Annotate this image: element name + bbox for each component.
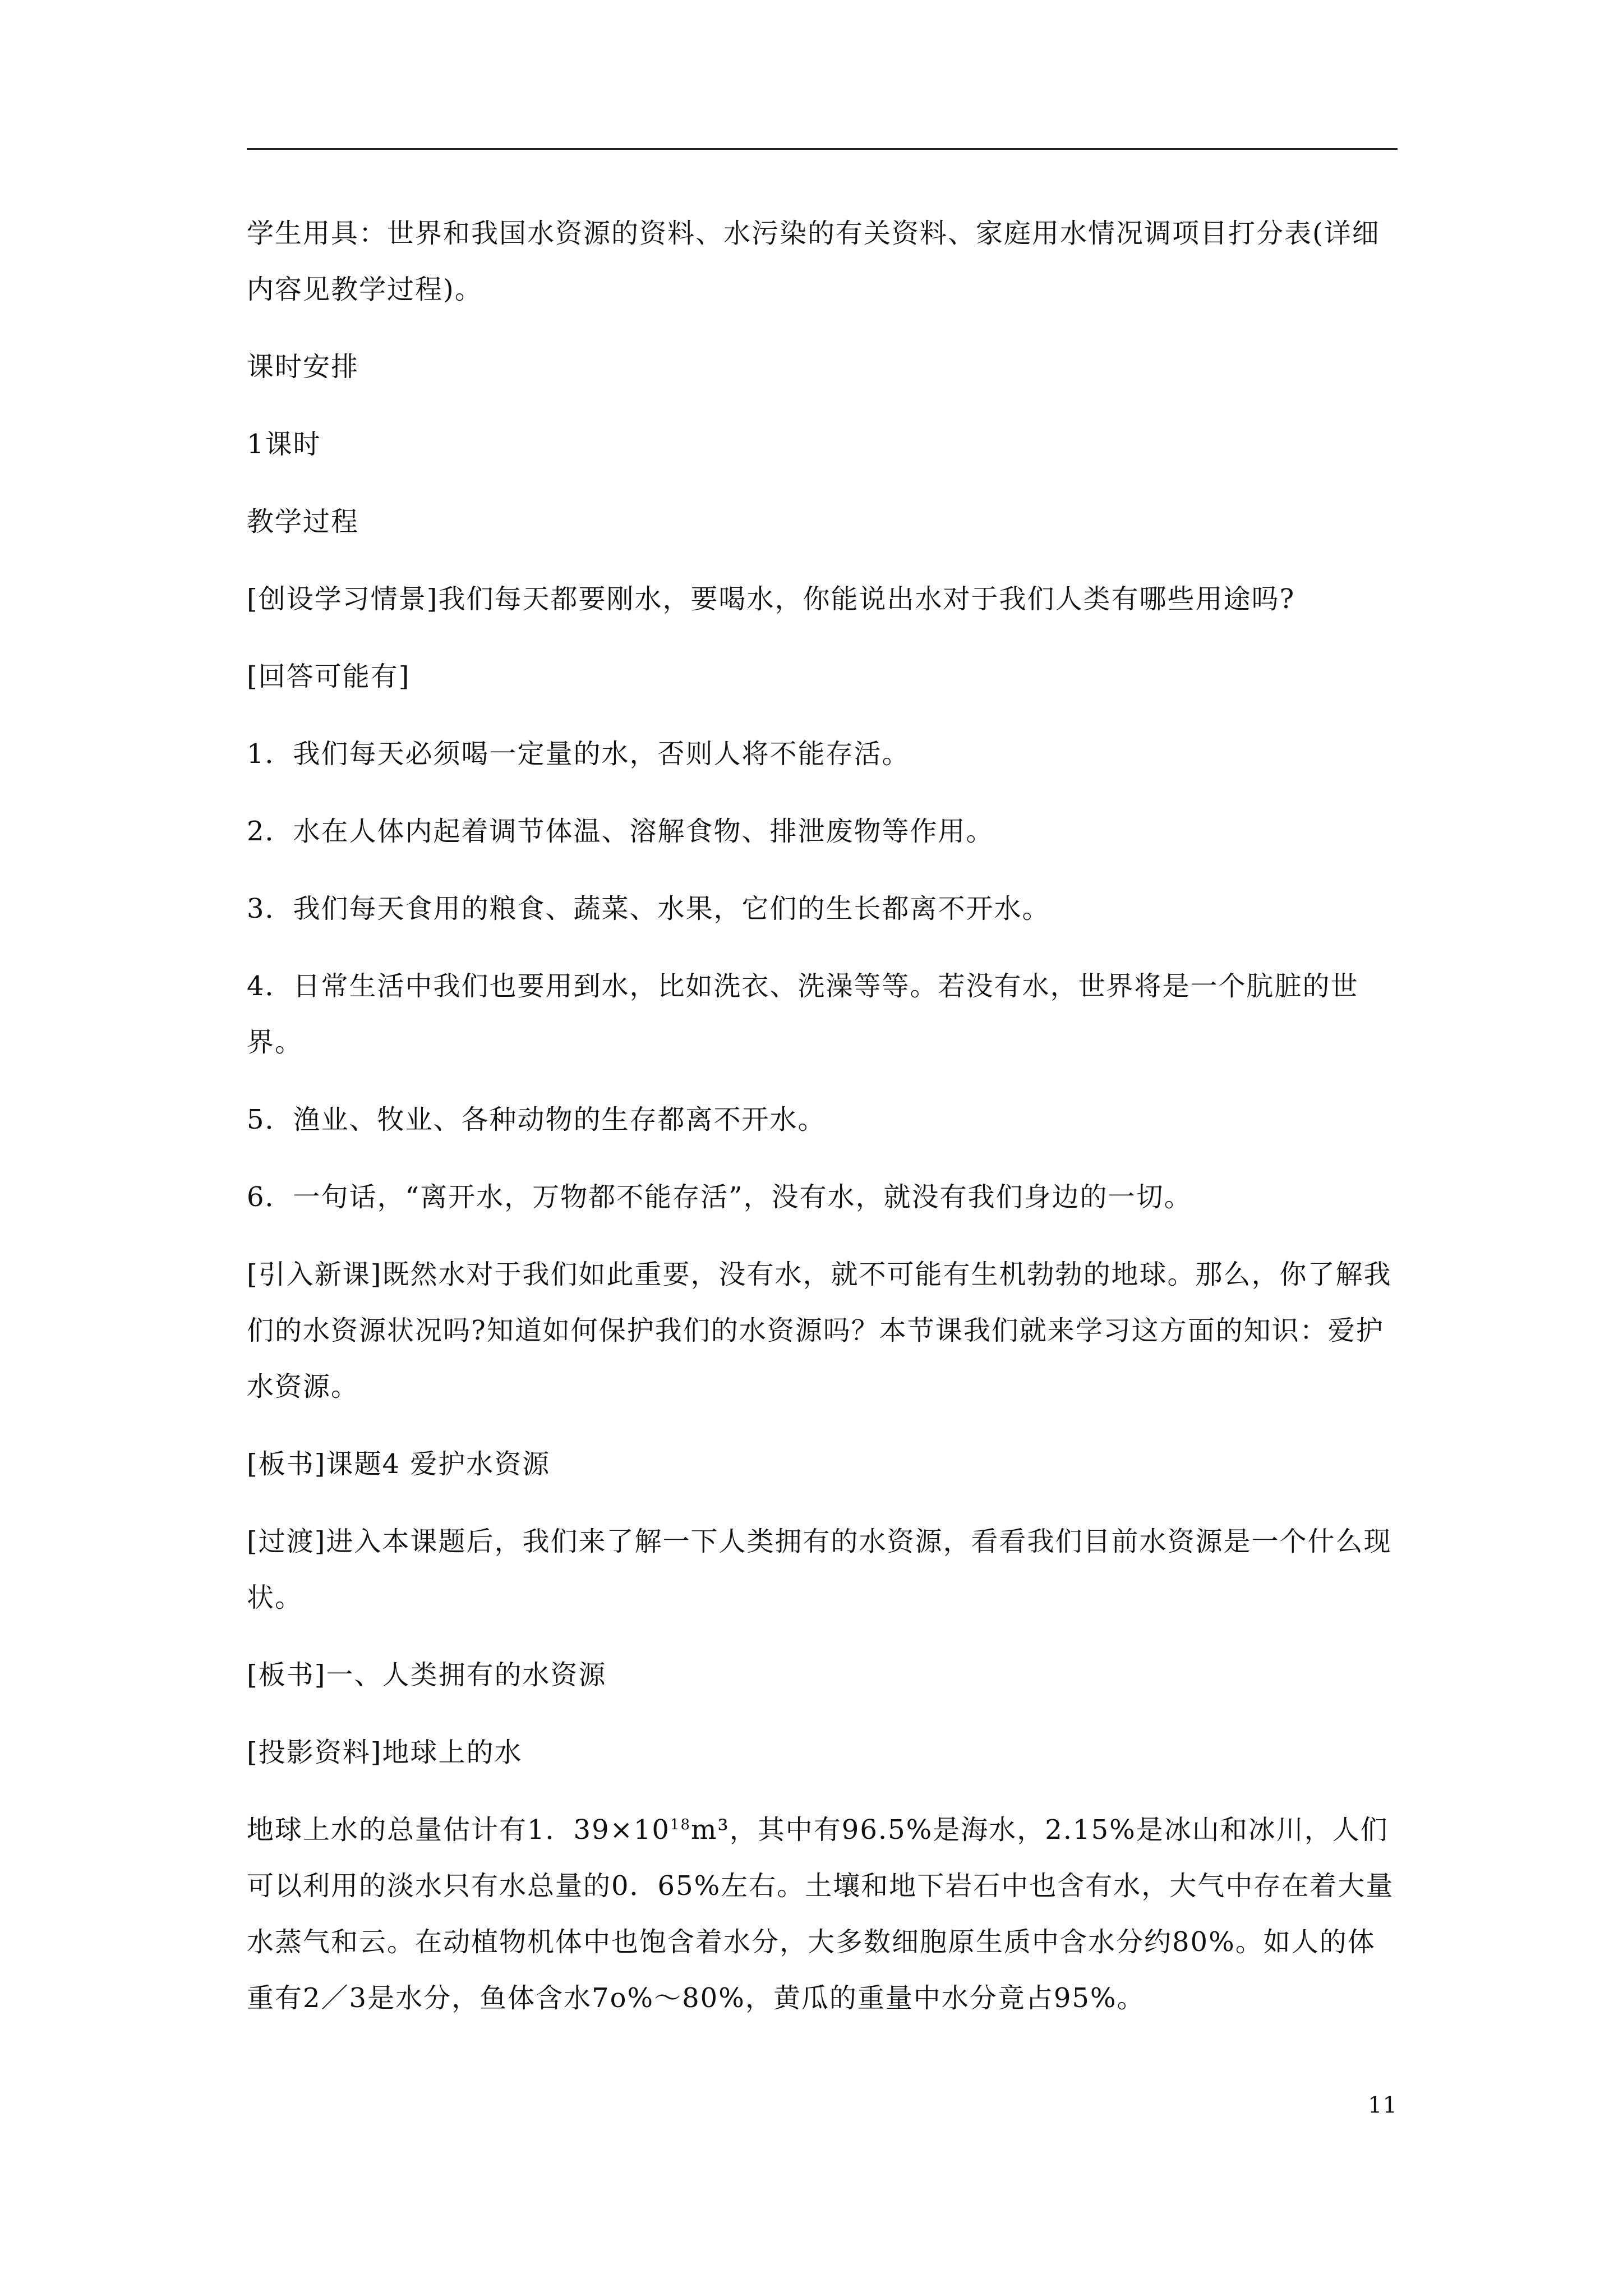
paragraph-projection-material: [投影资料]地球上的水 (247, 1737, 523, 1768)
heading-lesson-schedule: 课时安排 (247, 351, 359, 383)
header-rule (247, 148, 1398, 150)
paragraph-student-tools: 学生用具：世界和我国水资源的资料、水污染的有关资料、家庭用水情况调项目打分表(详细内容见教学过程)。 (247, 218, 1380, 305)
earth-water-text-2: m³，其中有96.5%是海水，2.15%是冰山和冰川，人们可以利用的淡水只有水总量的0．65%左右。土壤和地下岩石中也含有水，大气中存在着大量水蒸气和云。在动植物机体中也饱含着水分，大多数细胞原生质中含水分约80%。如人的体重有2／3是水分，鱼体含水7o%～80%，黄瓜的重量中水分竟占95%。 (247, 1814, 1394, 2014)
paragraph-introduce-lesson: [引入新课]既然水对于我们如此重要，没有水，就不可能有生机勃勃的地球。那么，你了解我们的水资源状况吗?知道如何保护我们的水资源吗？本节课我们就来学习这方面的知识：爱护水资源。 (247, 1259, 1392, 1402)
paragraph-board-section-1: [板书]一、人类拥有的水资源 (247, 1659, 607, 1691)
list-item-answer-3: 3．我们每天食用的粮食、蔬菜、水果，它们的生长都离不开水。 (247, 893, 1050, 924)
list-item-answer-2: 2．水在人体内起着调节体温、溶解食物、排泄废物等作用。 (247, 816, 994, 847)
list-item-answer-1: 1．我们每天必须喝一定量的水，否则人将不能存活。 (247, 738, 910, 770)
paragraph-board-title: [板书]课题4 爱护水资源 (247, 1448, 551, 1480)
list-item-answer-6: 6．一句话，“离开水，万物都不能存活”，没有水，就没有我们身边的一切。 (247, 1181, 1192, 1213)
page-number: 11 (1368, 2092, 1398, 2118)
paragraph-earth-water (247, 1802, 1398, 2026)
paragraph-create-scenario: [创设学习情景]我们每天都要刚水，要喝水，你能说出水对于我们人类有哪些用途吗? (247, 583, 1295, 615)
heading-possible-answers: [回答可能有] (247, 661, 411, 692)
paragraph-transition: [过渡]进入本课题后，我们来了解一下人类拥有的水资源，看看我们目前水资源是一个什么现状。 (247, 1526, 1392, 1613)
earth-water-exponent: 18 (670, 1816, 691, 1833)
list-item-answer-4: 4．日常生活中我们也要用到水，比如洗衣、洗澡等等。若没有水，世界将是一个肮脏的世界。 (247, 970, 1359, 1058)
heading-teaching-process: 教学过程 (247, 506, 359, 537)
list-item-answer-5: 5．渔业、牧业、各种动物的生存都离不开水。 (247, 1104, 826, 1135)
paragraph-lesson-count: 1课时 (247, 429, 321, 460)
document-body (247, 205, 1398, 2026)
earth-water-text-1: 地球上水的总量估计有1．39×10 (247, 1814, 670, 1846)
